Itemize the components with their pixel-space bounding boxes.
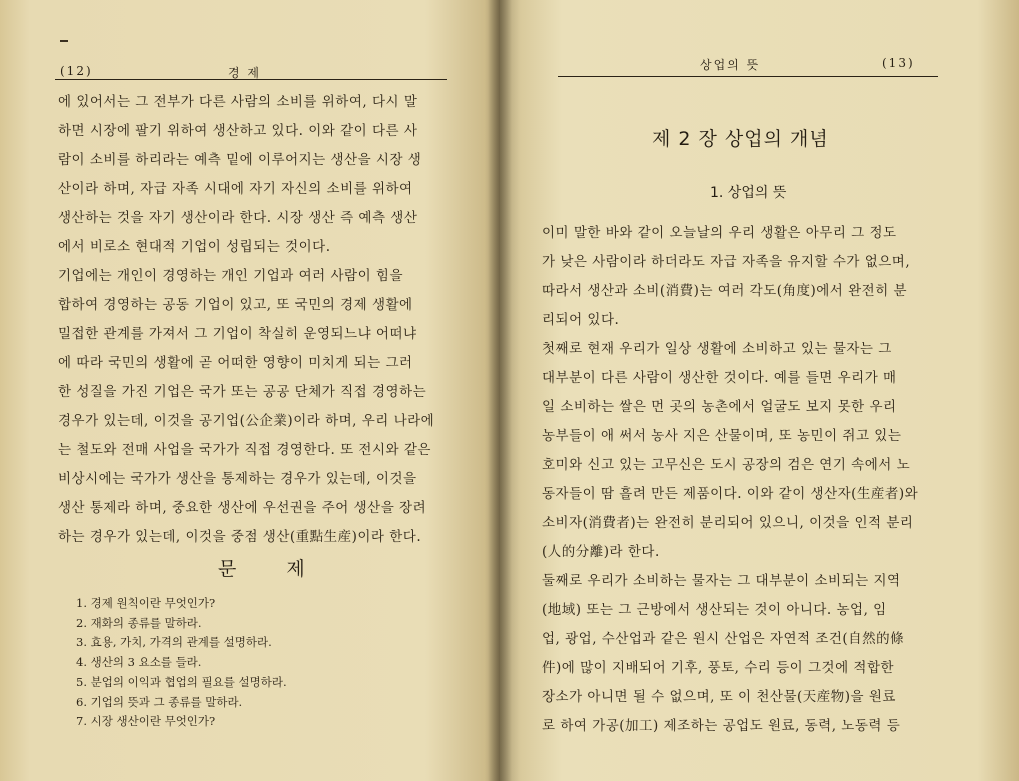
question-item: 5. 분업의 이익과 협업의 필요를 설명하라.	[76, 674, 287, 689]
text-line: 둘째로 우리가 소비하는 물자는 그 대부분이 소비되는 지역	[542, 573, 901, 589]
text-line: 한 성질을 가진 기업은 국가 또는 공공 단체가 직접 경영하는	[58, 384, 427, 400]
text-line: (人的分離)라 한다.	[542, 544, 660, 560]
chapter-title: 제 2 장 상업의 개념	[652, 128, 829, 150]
text-line: 리되어 있다.	[542, 312, 620, 328]
text-line: 는 철도와 전매 사업을 국가가 직접 경영한다. 또 전시와 같은	[58, 442, 431, 458]
ink-mark	[60, 40, 68, 42]
question-item: 1. 경제 원칙이란 무엇인가?	[76, 596, 216, 610]
text-line: 에 따라 국민의 생활에 곧 어떠한 영향이 미치게 되는 그러	[58, 355, 413, 371]
text-line: 경우가 있는데, 이것을 공기업(公企業)이라 하며, 우리 나라에	[58, 413, 435, 429]
text-line: 대부분이 다른 사람이 생산한 것이다. 예를 들면 우리가 매	[542, 370, 897, 386]
text-line: (地域) 또는 그 근방에서 생산되는 것이 아니다. 농업, 임	[542, 602, 887, 618]
section-title: 1. 상업의 뜻	[710, 185, 787, 201]
page-number-right: (13)	[882, 56, 915, 70]
text-line: 생산 통제라 하며, 중요한 생산에 우선권을 주어 생산을 장려	[58, 500, 427, 516]
left-body-text	[58, 88, 478, 552]
questions-heading: 문 제	[218, 558, 327, 580]
text-line: 농부들이 애 써서 농사 지은 산물이며, 또 농민이 쥐고 있는	[542, 428, 902, 444]
text-line: 첫째로 현재 우리가 일상 생활에 소비하고 있는 물자는 그	[542, 341, 892, 357]
page-number-left: (12)	[60, 64, 93, 78]
text-line: 하면 시장에 팔기 위하여 생산하고 있다. 이와 같이 다른 사	[58, 123, 418, 139]
text-line: 에 있어서는 그 전부가 다른 사람의 소비를 위하여, 다시 말	[58, 94, 418, 110]
text-line: 따라서 생산과 소비(消費)는 여러 각도(角度)에서 완전히 분	[542, 283, 908, 299]
text-line: 일 소비하는 쌀은 먼 곳의 농촌에서 얼굴도 보지 못한 우리	[542, 399, 897, 415]
text-line: 람이 소비를 하리라는 예측 밑에 이루어지는 생산을 시장 생	[58, 152, 422, 168]
text-line: 하는 경우가 있는데, 이것을 중점 생산(重點生産)이라 한다.	[58, 529, 422, 545]
text-line: 호미와 신고 있는 고무신은 도시 공장의 검은 연기 속에서 노	[542, 457, 911, 473]
text-line: 기업에는 개인이 경영하는 개인 기업과 여러 사람이 힘을	[58, 268, 403, 284]
text-line: 동자들이 땀 흘려 만든 제품이다. 이와 같이 생산자(生産者)와	[542, 486, 919, 502]
questions-list	[76, 594, 456, 732]
text-line: 합하여 경영하는 공동 기업이 있고, 또 국민의 경제 생활에	[58, 297, 413, 313]
question-item: 2. 재화의 종류를 말하라.	[76, 615, 202, 630]
right-page	[500, 0, 1019, 781]
text-line: 밀접한 관계를 가져서 그 기업이 착실히 운영되느냐 어떠냐	[58, 326, 417, 342]
text-line: 장소가 아니면 될 수 없으며, 또 이 천산물(天産物)을 원료	[542, 689, 896, 705]
text-line: 생산하는 것을 자기 생산이라 한다. 시장 생산 즉 예측 생산	[58, 210, 418, 226]
question-item: 4. 생산의 3 요소를 들라.	[76, 655, 202, 670]
text-line: 件)에 많이 지배되어 기후, 풍토, 수리 등이 그것에 적합한	[542, 660, 895, 676]
text-line: 업, 광업, 수산업과 같은 원시 산업은 자연적 조건(自然的條	[542, 631, 905, 647]
text-line: 소비자(消費者)는 완전히 분리되어 있으니, 이것을 인적 분리	[542, 515, 914, 531]
text-line: 에서 비로소 현대적 기업이 성립되는 것이다.	[58, 239, 331, 255]
text-line: 산이라 하며, 자급 자족 시대에 자기 자신의 소비를 위하여	[58, 181, 413, 197]
question-item: 3. 효용, 가치, 가격의 관계를 설명하라.	[76, 635, 272, 650]
header-rule-right	[558, 76, 938, 77]
text-line: 이미 말한 바와 같이 오늘날의 우리 생활은 아무리 그 정도	[542, 225, 897, 241]
running-head-right: 상업의 뜻	[700, 58, 761, 72]
book-gutter	[488, 0, 512, 781]
question-item: 7. 시장 생산이란 무엇인가?	[76, 714, 216, 729]
right-body-text	[542, 219, 992, 741]
running-head-left: 경 제	[228, 66, 261, 80]
header-rule-left	[55, 79, 447, 80]
text-line: 가 낮은 사람이라 하더라도 자급 자족을 유지할 수가 없으며,	[542, 254, 911, 270]
text-line: 비상시에는 국가가 생산을 통제하는 경우가 있는데, 이것을	[58, 471, 417, 487]
text-line: 로 하여 가공(加工) 제조하는 공업도 원료, 동력, 노동력 등	[542, 718, 901, 734]
left-page	[0, 0, 500, 781]
question-item: 6. 기업의 뜻과 그 종류를 말하라.	[76, 694, 243, 709]
